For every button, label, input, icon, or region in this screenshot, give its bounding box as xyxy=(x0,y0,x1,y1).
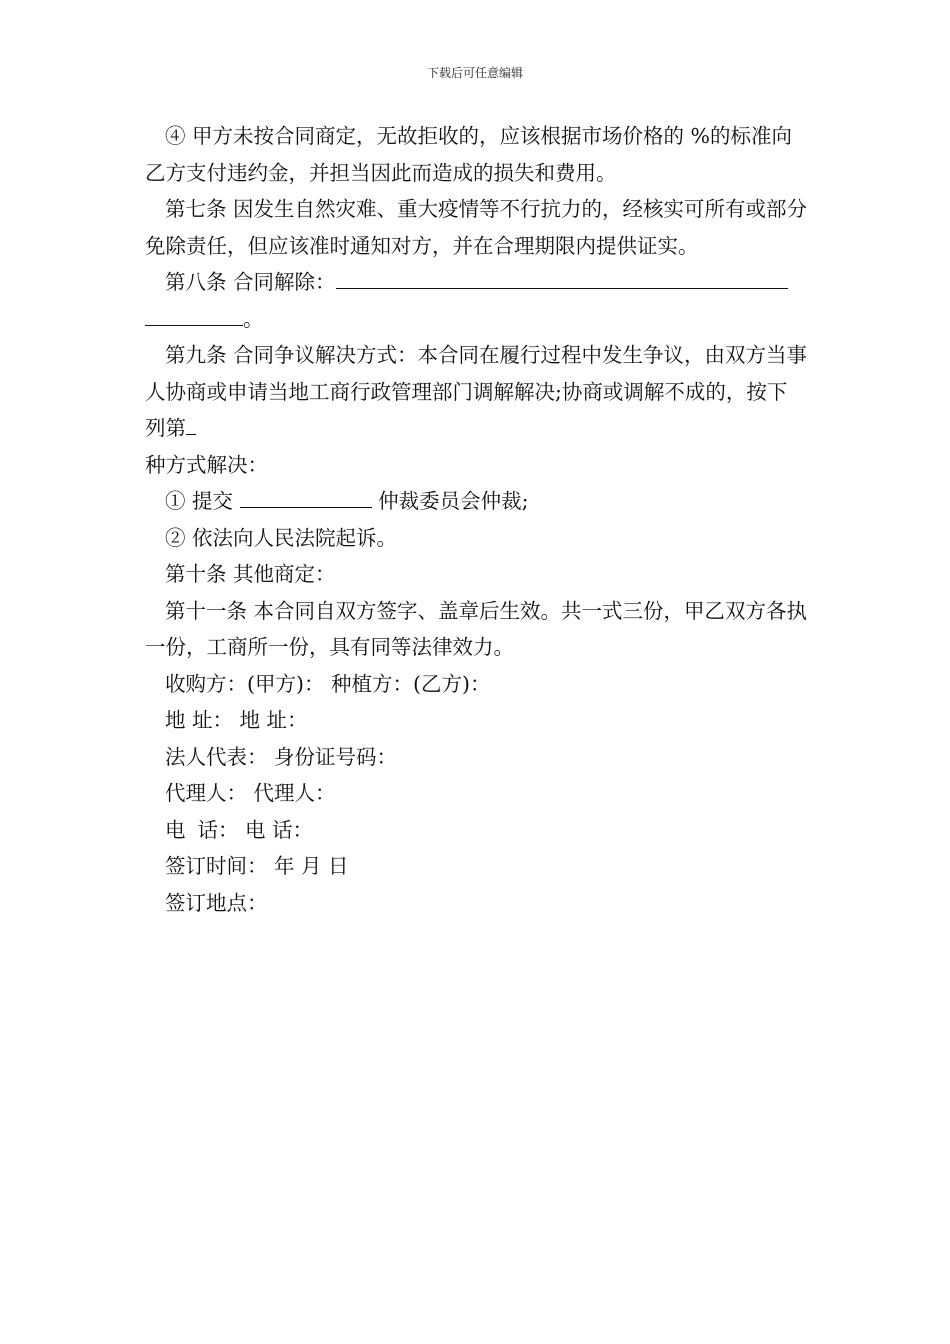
signature-parties: 收购方：(甲方)： 种植方：(乙方)： xyxy=(165,671,491,696)
clause-item-4: ④ 甲方未按合同商定，无故拒收的，应该根据市场价格的 %的标准向乙方支付违约金，并担当因此而造成的损失和费用。 xyxy=(145,124,793,185)
article-10: 第十条 其他商定： xyxy=(165,562,336,586)
signature-address: 地 址： 地 址： xyxy=(165,708,308,732)
article-8-continuation xyxy=(145,301,807,338)
method-number-blank xyxy=(186,410,196,435)
signature-phone xyxy=(145,812,807,849)
option-1 xyxy=(145,483,807,520)
article-8 xyxy=(145,264,807,301)
article-9-text: 第九条 合同争议解决方式：本合同在履行过程中发生争议，由双方当事人协商或申请当地工商行政管理部门调解解决;协商或调解不成的，按下列第 xyxy=(145,343,808,440)
termination-blank-line-2 xyxy=(145,301,243,326)
article-8-end: 。 xyxy=(243,306,264,331)
signature-place: 签订地点： xyxy=(165,890,268,915)
option-2: ② 依法向人民法院起诉。 xyxy=(165,525,398,550)
option-1-suffix: 仲裁委员会仲裁; xyxy=(378,489,529,513)
phone-label-rest: 电 话： xyxy=(245,817,314,842)
article-7: 第七条 因发生自然灾难、重大疫情等不行抗力的，经核实可所有或部分免除责任，但应该准时通知对方，并在合理期限内提供证实。 xyxy=(145,197,808,258)
article-8-label: 第八条 合同解除： xyxy=(165,270,336,294)
phone-label-char-1: 电 xyxy=(165,817,186,842)
signature-agent: 代理人： 代理人： xyxy=(165,781,336,805)
arbitration-committee-blank xyxy=(240,483,372,508)
contract-body xyxy=(145,118,807,921)
phone-label-char-2: 话： xyxy=(197,817,239,842)
termination-blank-line xyxy=(336,264,788,289)
article-9 xyxy=(145,337,807,447)
option-1-prefix: ① 提交 xyxy=(165,489,234,513)
signature-time: 签订时间： 年 月 日 xyxy=(165,854,349,878)
page-header: 下载后可任意编辑 xyxy=(426,66,523,80)
article-9-continuation: 种方式解决： xyxy=(145,452,268,477)
article-11: 第十一条 本合同自双方签字、盖章后生效。共一式三份，甲乙双方各执一份，工商所一份，具有同等法律效力。 xyxy=(145,598,808,659)
signature-legal-rep: 法人代表： 身份证号码： xyxy=(165,744,398,769)
